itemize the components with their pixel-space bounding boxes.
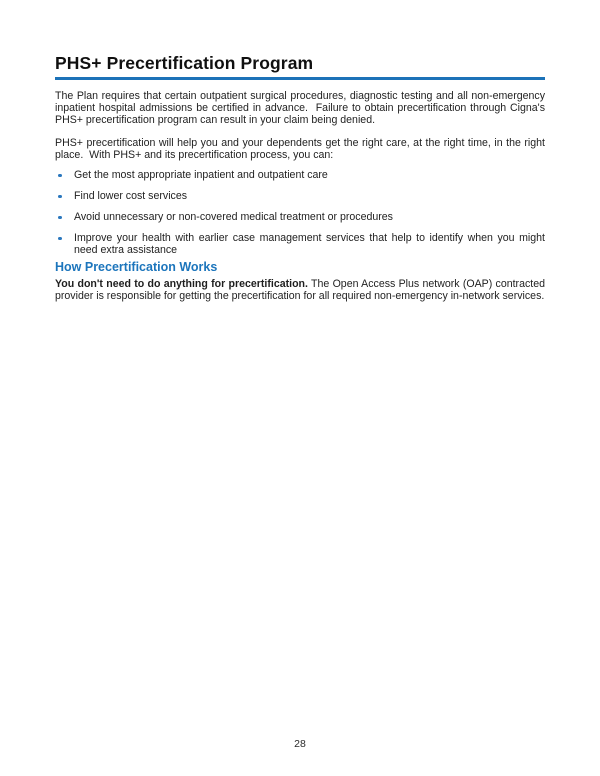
list-item [55,190,545,202]
title-underline-rule [55,77,545,80]
list-item-text: Improve your health with earlier case management services that help to identify when you might need extra assistance [74,232,545,257]
list-item [55,169,545,181]
intro-paragraph-2: PHS+ precertification will help you and your dependents get the right care, at the right time, in the right place. With PHS+ and its precertification process, you can: [55,136,545,162]
section-bold-lead: You don't need to do anything for precertification. [55,277,308,290]
list-item-text: Get the most appropriate inpatient and outpatient care [74,169,328,182]
bullet-icon [58,174,62,178]
page-number: 28 [294,738,306,750]
bullet-icon [58,216,62,220]
section-heading: How Precertification Works [55,259,218,274]
list-item [55,232,545,257]
page-content [55,53,545,303]
bullet-icon [58,237,62,241]
list-item-text: Avoid unnecessary or non-covered medical treatment or procedures [74,211,393,224]
section-paragraph [55,278,545,303]
page-title: PHS+ Precertification Program [55,53,314,73]
intro-paragraph-1: The Plan requires that certain outpatient surgical procedures, diagnostic testing and all non-emergency inpatient hospital admissions be certified in advance. Failure to obtain precertification through Cigna's PHS+ precertification program can result in your claim being denied. [55,89,545,127]
list-item-text: Find lower cost services [74,190,188,203]
list-item [55,211,545,223]
benefits-list [55,169,545,257]
section-body-text: The Open Access Plus network (OAP) contracted provider is responsible for getting the precertification for all required non-emergency in-network services. [55,277,545,303]
bullet-icon [58,195,62,199]
